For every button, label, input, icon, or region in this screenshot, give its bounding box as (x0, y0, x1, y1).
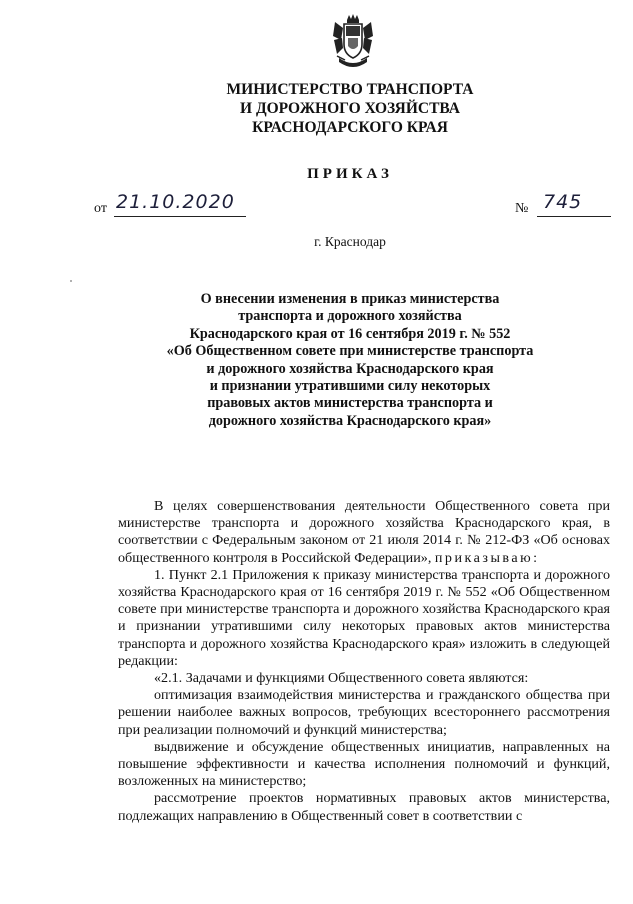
ministry-line-1: МИНИСТЕРСТВО ТРАНСПОРТА (226, 81, 474, 98)
date-prefix: от (94, 201, 107, 216)
ministry-name (150, 80, 550, 137)
order-number: 745 (543, 191, 583, 213)
paragraph-1-text: В целях совершенствования деятельности Общественного совета при министерстве транспорта и дорожного хозяйства Краснодарского края, в соответствии с Федеральным законом от 21 июля 2014 г. № 212-ФЗ «Об основах общественного контроля в Российской Федерации», (118, 498, 610, 566)
body-paragraph-6: рассмотрение проектов нормативных правовых актов министерства, подлежащих направлению в Общественный совет в соответствии с (118, 790, 610, 824)
subject-line-8: дорожного хозяйства Краснодарского края» (208, 412, 492, 429)
ministry-line-2: И ДОРОЖНОГО ХОЗЯЙСТВА (240, 100, 460, 117)
order-title: ПРИКАЗ (307, 166, 393, 182)
ministry-line-3: КРАСНОДАРСКОГО КРАЯ (252, 119, 448, 136)
subject-line-6: и признании утратившими силу некоторых (209, 378, 491, 395)
subject-line-4: «Об Общественном совете при министерстве транспорта (166, 343, 534, 360)
scan-dot (70, 280, 72, 282)
body-paragraph-4: оптимизация взаимодействия министерства и гражданского общества при решении наиболее важных вопросов, требующих всестороннего рассмотрения при реализации полномочий и функций министерства; (118, 687, 610, 738)
number-prefix: № (515, 201, 529, 216)
subject-line-2: транспорта и дорожного хозяйства (238, 308, 462, 325)
subject-line-5: и дорожного хозяйства Краснодарского края (206, 360, 494, 377)
body-paragraph-1 (118, 498, 610, 567)
subject-line-7: правовых актов министерства транспорта и (207, 395, 493, 412)
order-body (118, 498, 610, 825)
subject-line-3: Краснодарского края от 16 сентября 2019 г. № 552 (189, 325, 511, 342)
order-date: 21.10.2020 (116, 191, 235, 213)
order-subject (130, 291, 570, 430)
body-paragraph-5: выдвижение и обсуждение общественных инициатив, направленных на повышение эффективности и качества исполнения полномочий и функций, возложенных на министерство; (118, 738, 610, 790)
coat-of-arms-icon (331, 14, 375, 72)
date-underline (114, 216, 246, 217)
number-underline (537, 216, 611, 217)
city: г. Краснодар (314, 234, 386, 249)
order-directive: приказываю: (434, 549, 540, 566)
subject-line-1: О внесении изменения в приказ министерства (200, 291, 500, 307)
body-paragraph-2: 1. Пункт 2.1 Приложения к приказу министерства транспорта и дорожного хозяйства Краснодарского края от 16 сентября 2019 г. № 552 «Об Общественном совете при министерстве транспорта и дорожного хозяйства Краснодарского края и признании утратившими силу некоторых правовых актов министерства транспорта и дорожного хозяйства Краснодарского края» изложить в следующей редакции: (118, 566, 610, 669)
body-paragraph-3: «2.1. Задачами и функциями Общественного совета являются: (154, 670, 529, 687)
